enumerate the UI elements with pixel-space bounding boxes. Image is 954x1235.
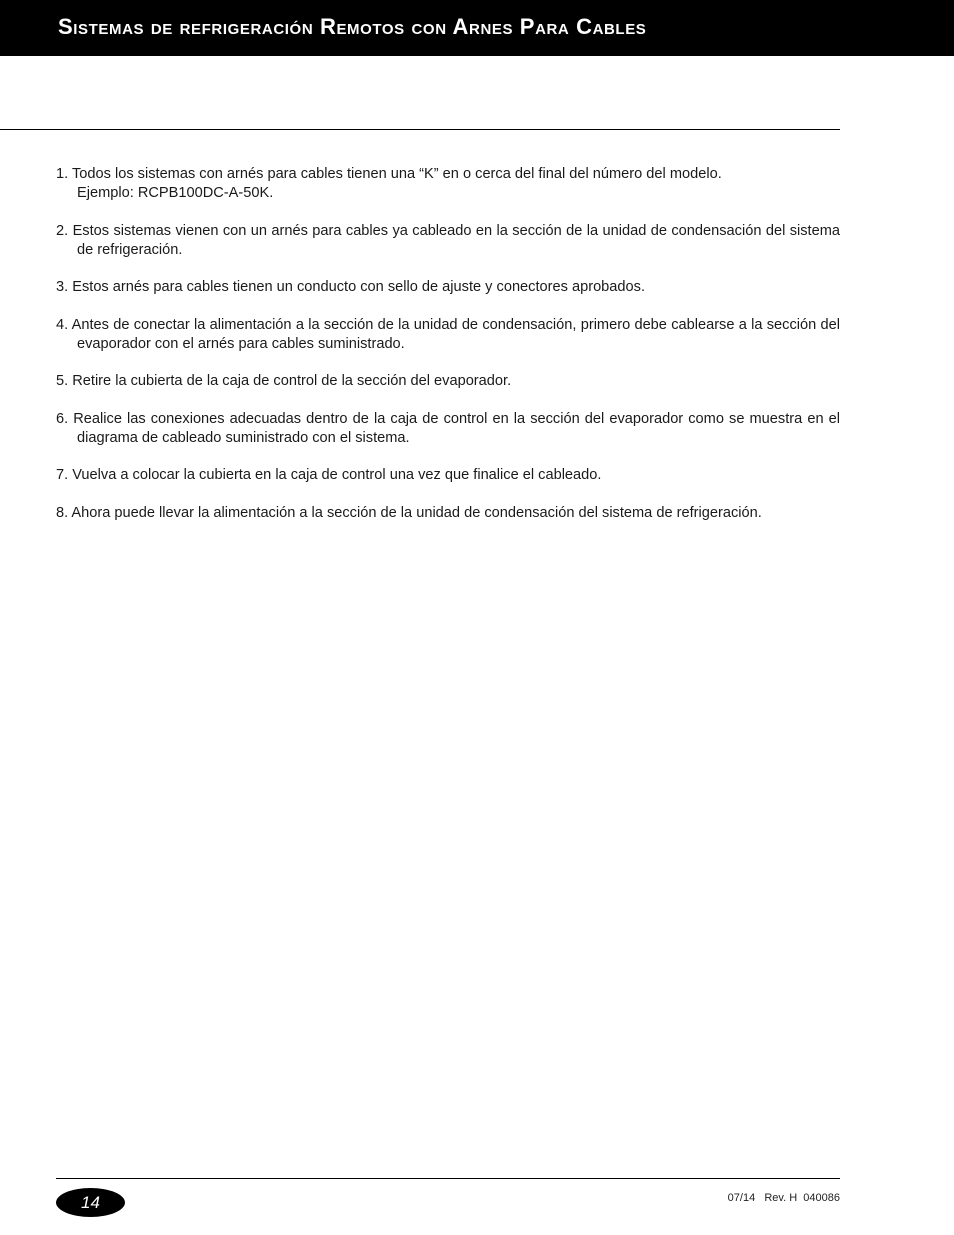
step-number: 3. [56, 279, 69, 295]
instruction-step-3 [56, 278, 840, 297]
page-number-badge [56, 1188, 125, 1217]
instruction-step-7 [56, 466, 840, 485]
instruction-list [56, 165, 840, 541]
step-number: 1. [56, 166, 69, 182]
step-text: Retire la cubierta de la caja de control de la sección del evaporador. [72, 373, 512, 389]
step-number: 5. [56, 373, 69, 389]
step-number: 7. [56, 467, 69, 483]
page-title: Sistemas de refrigeración Remotos con Arnes Para Cables [58, 14, 647, 39]
header-bar [0, 0, 954, 56]
step-text: Estos sistemas vienen con un arnés para cables ya cableado en la sección de la unidad de condensación del sistema de refrigeración. [72, 222, 840, 258]
step-text: Antes de conectar la alimentación a la sección de la unidad de condensación, primero debe cablearse a la sección del evaporador con el arnés para cables suministrado. [71, 316, 840, 352]
top-divider [0, 129, 840, 130]
instruction-step-2 [56, 222, 840, 260]
step-text: Realice las conexiones adecuadas dentro de la caja de control en la sección del evaporador como se muestra en el diagrama de cableado suministrado con el sistema. [73, 410, 840, 446]
step-number: 4. [56, 316, 69, 333]
instruction-step-5 [56, 372, 840, 391]
instruction-step-8 [56, 504, 840, 523]
instruction-step-1 [56, 165, 840, 203]
step-number: 8. [56, 504, 69, 521]
instruction-step-6 [56, 410, 840, 448]
step-example: Ejemplo: RCPB100DC-A-50K. [77, 185, 274, 201]
step-text: Ahora puede llevar la alimentación a la sección de la unidad de condensación del sistema de refrigeración. [71, 504, 762, 521]
step-text: Todos los sistemas con arnés para cables tienen una “K” en o cerca del final del número del modelo. [71, 166, 722, 182]
step-number: 2. [56, 222, 69, 239]
step-text: Vuelva a colocar la cubierta en la caja de control una vez que finalice el cableado. [72, 467, 602, 483]
document-revision-code: 07/14 Rev. H 040086 [727, 1192, 840, 1204]
instruction-step-4 [56, 316, 840, 354]
page-number: 14 [81, 1193, 100, 1212]
footer-divider [56, 1178, 840, 1179]
step-number: 6. [56, 410, 69, 427]
step-text: Estos arnés para cables tienen un conducto con sello de ajuste y conectores aprobados. [72, 279, 645, 295]
